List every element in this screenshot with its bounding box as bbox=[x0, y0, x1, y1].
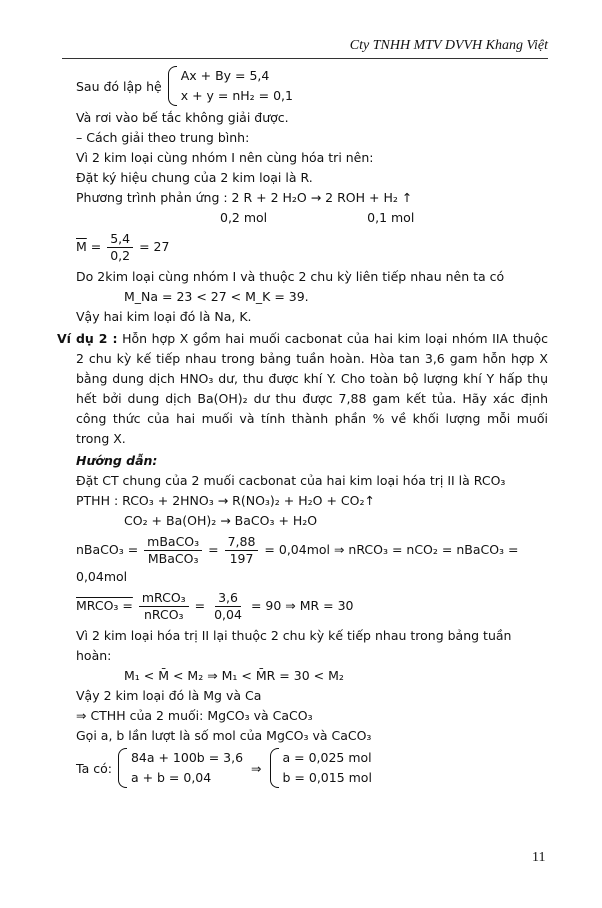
equation-system bbox=[76, 66, 548, 106]
results bbox=[283, 748, 372, 788]
system-label: Ta có: bbox=[76, 760, 112, 776]
text-line: ⇒ CTHH của 2 muối: MgCO₃ và CaCO₃ bbox=[76, 708, 313, 723]
denominator: 0,04 bbox=[214, 607, 242, 622]
equation: a + b = 0,04 bbox=[130, 770, 212, 785]
fraction bbox=[225, 534, 259, 567]
brace bbox=[168, 66, 177, 106]
numerator: mBaCO₃ bbox=[144, 534, 202, 551]
numerator: 3,6 bbox=[215, 590, 241, 607]
result: b = 0,015 mol bbox=[282, 770, 372, 785]
implies-arrow: ⇒ bbox=[251, 760, 262, 776]
mol-formula: nBaCO₃ = $\frac{\text{mBaCO₃}}{\text{MBaCO₃}}$ = $\frac{7,88}{197}$ = 0,04mol ⇒ nRCO₃ = nCO₂ = nBaCO₃ = 0,04mol bbox=[76, 534, 519, 584]
molar-mass-formula: MRCO₃ = $\frac{\text{mRCO₃}}{\text{nRCO₃}}$ = $\frac{3,6}{0,04}$ = 90 ⇒ MR = 30 bbox=[76, 590, 354, 622]
lhs: nBaCO₃ = bbox=[76, 542, 139, 557]
result: = 90 ⇒ MR = 30 bbox=[250, 598, 354, 613]
lhs: MRCO₃ = bbox=[76, 598, 133, 613]
m-bar: $\overline{M}$ bbox=[76, 239, 87, 254]
fraction bbox=[107, 231, 133, 264]
text-line: M_Na = 23 < 27 < M_K = 39. bbox=[124, 289, 309, 304]
equation: x + y = nH₂ = 0,1 bbox=[180, 88, 293, 103]
fraction bbox=[139, 590, 189, 623]
text-line: Gọi a, b lần lượt là số mol của MgCO₃ và CaCO₃ bbox=[76, 728, 372, 743]
guide-heading: Hướng dẫn: bbox=[76, 453, 158, 468]
equation-system bbox=[76, 748, 548, 788]
system-label: Sau đó lập hệ bbox=[76, 78, 162, 94]
mol-value: 0,1 mol bbox=[367, 210, 415, 225]
example-paragraph bbox=[57, 329, 548, 449]
header-rule bbox=[62, 58, 548, 59]
mol-row bbox=[76, 208, 548, 228]
text-line: – Cách giải theo trung bình: bbox=[76, 130, 250, 145]
denominator: nRCO₃ bbox=[143, 607, 184, 622]
result: = 27 bbox=[139, 239, 170, 254]
reaction-line: CO₂ + Ba(OH)₂ → BaCO₃ + H₂O bbox=[124, 513, 318, 528]
text-line: Vậy 2 kim loại đó là Mg và Ca bbox=[76, 688, 262, 703]
denominator: 197 bbox=[229, 551, 254, 566]
numerator: 5,4 bbox=[107, 231, 133, 248]
text-line: Đặt ký hiệu chung của 2 kim loại là R. bbox=[76, 170, 313, 185]
example-label: Ví dụ 2 : bbox=[57, 331, 118, 346]
denominator: 0,2 bbox=[110, 248, 131, 263]
equation: Ax + By = 5,4 bbox=[180, 68, 270, 83]
numerator: 7,88 bbox=[225, 534, 259, 551]
example-text: Hỗn hợp X gồm hai muối cacbonat của hai kim loại nhóm IIA thuộc 2 chu kỳ kế tiếp nhau trong bảng tuần hoàn. Hòa tan 3,6 gam hỗn hợp X bằng dung dịch HNO₃ dư, thu được khí Y. Cho toàn bộ lượng khí Y hấp thụ hết bởi dung dịch Ba(OH)₂ dư thu được 7,88 gam kết tủa. Hãy xác định công thức của hai muối và tính thành phần % về khối lượng mỗi muối trong X. bbox=[76, 331, 548, 446]
result: = 0,04mol ⇒ nRCO₃ = nCO₂ = nBaCO₃ = 0,04mol bbox=[76, 542, 519, 584]
page-number: 11 bbox=[532, 850, 546, 865]
text-line: Và rơi vào bế tắc không giải được. bbox=[76, 110, 289, 125]
brace bbox=[270, 748, 279, 788]
text-line: Do 2kim loại cùng nhóm I và thuộc 2 chu kỳ liên tiếp nhau nên ta có bbox=[76, 269, 505, 284]
denominator: MBaCO₃ bbox=[147, 551, 199, 566]
text-line: Đặt CT chung của 2 muối cacbonat của hai kim loại hóa trị II là RCO₃ bbox=[76, 473, 506, 488]
mol-value: 0,2 mol bbox=[220, 210, 268, 225]
text-line: Vì 2 kim loại cùng nhóm I nên cùng hóa tri nên: bbox=[76, 150, 374, 165]
text-line: Vì 2 kim loại hóa trị II lại thuộc 2 chu kỳ kế tiếp nhau trong bảng tuần hoàn: bbox=[76, 628, 512, 663]
fraction bbox=[211, 590, 245, 623]
inequality: M₁ < M̄ < M₂ ⇒ M₁ < M̄R = 30 < M₂ bbox=[124, 668, 344, 683]
reaction-line: PTHH : RCO₃ + 2HNO₃ → R(NO₃)₂ + H₂O + CO₂↑ bbox=[76, 493, 375, 508]
text-line: Vậy hai kim loại đó là Na, K. bbox=[76, 309, 252, 324]
page-content bbox=[57, 64, 548, 790]
equations bbox=[131, 748, 243, 788]
equation: 84a + 100b = 3,6 bbox=[130, 750, 244, 765]
running-header: Cty TNHH MTV DVVH Khang Việt bbox=[349, 38, 548, 53]
brace bbox=[118, 748, 127, 788]
numerator: mRCO₃ bbox=[139, 590, 189, 607]
equations bbox=[181, 66, 293, 106]
average-mass-formula: $\overline{M}$ = $\frac{5,4}{0,2}$ = 27 bbox=[76, 231, 170, 263]
fraction bbox=[144, 534, 202, 567]
result: a = 0,025 mol bbox=[282, 750, 372, 765]
reaction-line: Phương trình phản ứng : 2 R + 2 H₂O → 2 ROH + H₂ ↑ bbox=[76, 190, 413, 205]
